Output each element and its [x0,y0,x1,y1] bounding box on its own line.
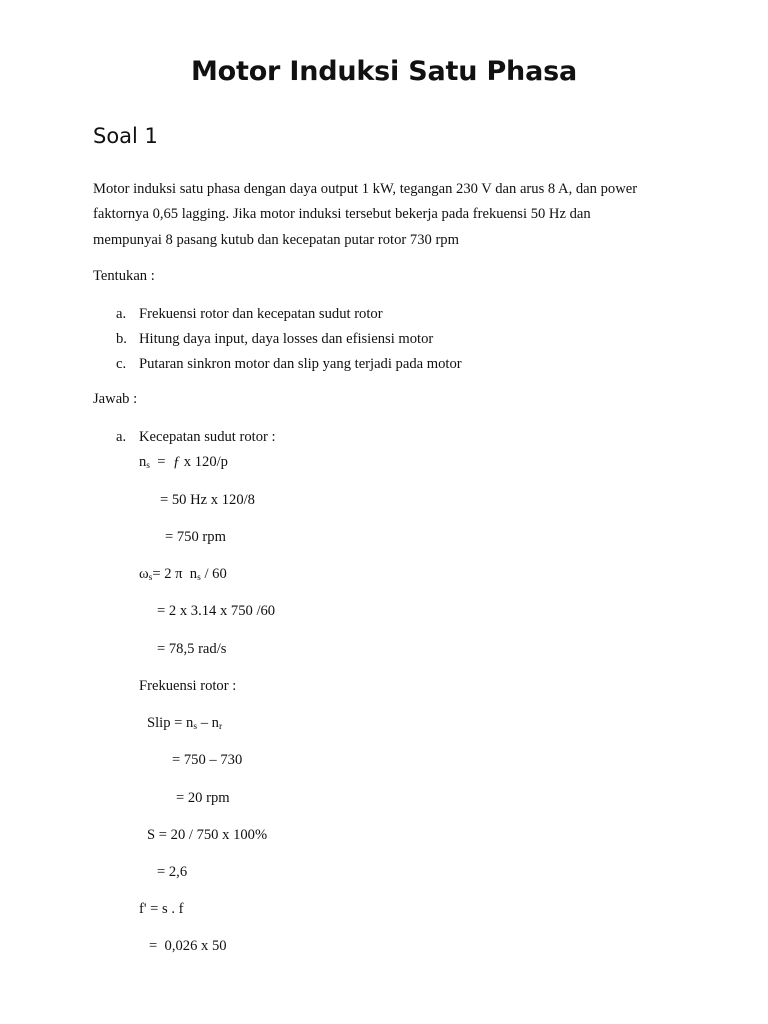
omega-formula-mid: = 2 π n [152,566,198,582]
omega-result: = 78,5 rad/s [157,641,227,657]
s-result: = 2,6 [157,864,188,880]
ns-symbol: n [139,454,147,470]
tentukan-label: Tentukan : [93,268,155,284]
section-heading: Soal 1 [93,124,158,148]
omega-subscript: s [148,573,153,583]
list-item-text: Frekuensi rotor dan kecepatan sudut rotor [139,306,383,322]
ns-result: = 750 rpm [165,529,226,545]
rotor-frequency-label: Frekuensi rotor : [139,678,237,694]
problem-line-1: Motor induksi satu phasa dengan daya output 1 kW, tegangan 230 V dan arus 8 A, dan power [93,181,638,197]
equals-sign: = [150,454,173,470]
list-item-text: Putaran sinkron motor dan slip yang terjadi pada motor [139,356,462,372]
omega-symbol: ω [139,566,149,582]
omega-formula [139,565,227,583]
slip-step-1: = 750 – 730 [172,752,243,768]
list-marker: a. [116,306,127,322]
list-marker: c. [116,356,127,372]
problem-line-2: faktornya 0,65 lagging. Jika motor induksi tersebut bekerja pada frekuensi 50 Hz dan [93,206,591,222]
frequency-symbol: ƒ [172,454,181,470]
answer-marker: a. [116,429,127,445]
answer-heading: Kecepatan sudut rotor : [139,429,276,445]
ns-formula [139,453,228,471]
omega-step-1: = 2 x 3.14 x 750 /60 [157,603,276,619]
s-formula: S = 20 / 750 x 100% [147,827,268,843]
document-title: Motor Induksi Satu Phasa [190,56,577,87]
ns-subscript: s [146,461,150,471]
omega-formula-tail: / 60 [200,566,227,582]
omega-ns-subscript: s [197,573,201,583]
jawab-label: Jawab : [93,391,138,407]
slip-subscript-s: s [193,722,198,732]
fr-formula: f' = s . f [139,901,184,917]
slip-formula-prefix: Slip = n [147,715,194,731]
ns-formula-tail: x 120/p [183,454,228,470]
problem-line-3: mempunyai 8 pasang kutub dan kecepatan putar rotor 730 rpm [93,232,459,248]
slip-formula [147,714,222,732]
list-marker: b. [116,331,127,347]
slip-formula-mid: – n [197,715,219,731]
slip-subscript-r: r [218,722,223,732]
ns-step-1: = 50 Hz x 120/8 [160,492,255,508]
list-item-text: Hitung daya input, daya losses dan efisiensi motor [139,331,434,347]
slip-result: = 20 rpm [176,790,230,806]
fr-step-1: = 0,026 x 50 [149,938,227,954]
